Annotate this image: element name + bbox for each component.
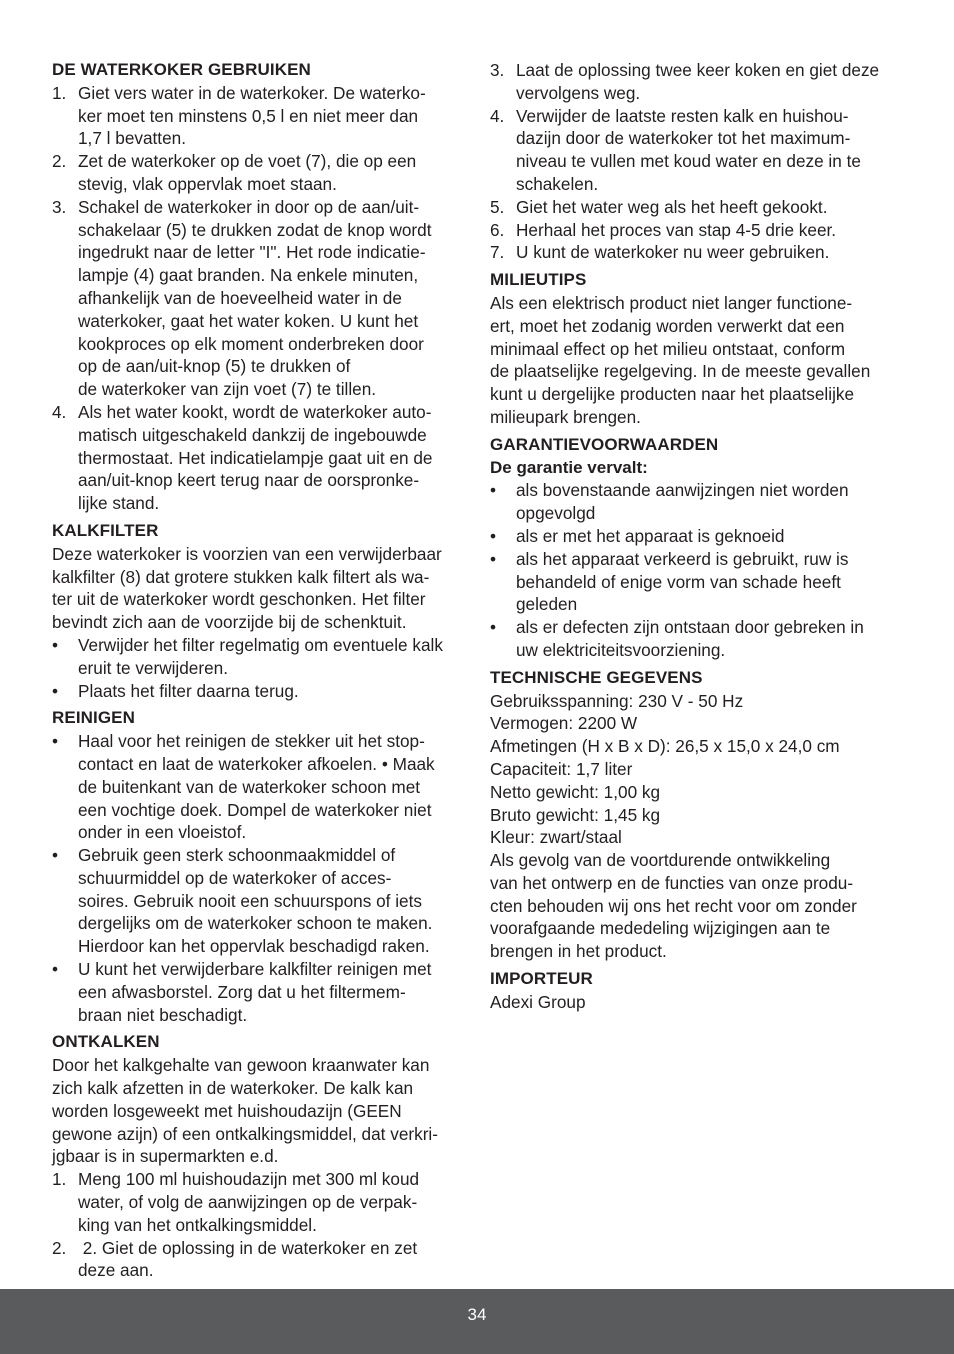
list-item [490, 241, 910, 264]
list-marker: 4. [52, 401, 67, 422]
text-line: Deze waterkoker is voorzien van een verwijderbaar [52, 543, 442, 564]
spec-power: Vermogen: 2200 W [490, 713, 638, 734]
text-line: als het apparaat verkeerd is gebruikt, ruw is [516, 548, 849, 569]
text-line: van het ontwerp en de functies van onze produ- [490, 872, 854, 893]
list-item [52, 680, 470, 703]
text-line: Als gevolg van de voortdurende ontwikkeling [490, 850, 831, 871]
right-column [490, 59, 910, 1019]
page-number: 34 [467, 1305, 487, 1324]
paragraph [52, 1054, 470, 1168]
text-line: een vochtige doek. Dompel de waterkoker niet [78, 799, 432, 820]
section-de-waterkoker-gebruiken [52, 59, 470, 515]
text-line: kunt u dergelijke producten naar het plaatselijke [490, 384, 855, 405]
spec-color: Kleur: zwart/staal [490, 827, 622, 848]
section-importeur [490, 968, 910, 1014]
bullet-marker: • [52, 731, 59, 752]
text-line: U kunt de waterkoker nu weer gebruiken. [516, 242, 830, 263]
list-item [490, 219, 910, 242]
section-heading: KALKFILTER [52, 520, 159, 540]
text-line: Giet het water weg als het heeft gekookt. [516, 196, 828, 217]
section-heading: TECHNISCHE GEGEVENS [490, 667, 703, 687]
bullet-marker: • [52, 634, 59, 655]
text-line: waterkoker, gaat het water koken. U kunt het [78, 310, 419, 331]
list-item [52, 844, 470, 958]
text-line: stevig, vlak oppervlak moet staan. [78, 173, 337, 194]
bullet-marker: • [490, 617, 497, 638]
importer-name: Adexi Group [490, 991, 586, 1012]
text-line: Verwijder het filter regelmatig om eventuele kalk [78, 634, 443, 655]
text-line: U kunt het verwijderbare kalkfilter reinigen met [78, 959, 432, 980]
paragraph [490, 991, 910, 1014]
text-line: contact en laat de waterkoker afkoelen. • Maak [78, 753, 435, 774]
bullet-list [52, 730, 470, 1026]
section-kalkfilter [52, 520, 470, 702]
text-line: ert, moet het zodanig worden verwerkt dat een [490, 315, 845, 336]
bullet-list [490, 479, 910, 661]
text-line: schuurmiddel op de waterkoker of acces- [78, 867, 392, 888]
text-line: dergelijks om de waterkoker schoon te maken. [78, 913, 433, 934]
text-line: matisch uitgeschakeld dankzij de ingebouwde [78, 424, 427, 445]
bullet-marker: • [490, 480, 497, 501]
text-line: 2. Giet de oplossing in de waterkoker en zet [78, 1237, 418, 1258]
text-line: Als een elektrisch product niet langer functione- [490, 292, 853, 313]
numbered-list [490, 59, 910, 264]
section-heading: REINIGEN [52, 708, 135, 728]
text-line: de plaatselijke regelgeving. In de meeste gevallen [490, 361, 871, 382]
text-line: Door het kalkgehalte van gewoon kraanwater kan [52, 1055, 430, 1076]
text-line: ingedrukt naar de letter "I". Het rode indicatie- [78, 242, 426, 263]
text-line: deze aan. [78, 1260, 154, 1281]
list-item [490, 525, 910, 548]
list-marker: 1. [52, 1169, 67, 1190]
text-line: king van het ontkalkingsmiddel. [78, 1214, 317, 1235]
text-line: niveau te vullen met koud water en deze in te [516, 151, 861, 172]
spec-voltage: Gebruiksspanning: 230 V - 50 Hz [490, 690, 744, 711]
text-line: gewone azijn) of een ontkalkingsmiddel, dat verkri- [52, 1123, 438, 1144]
list-marker: 7. [490, 242, 505, 263]
list-marker: 5. [490, 196, 505, 217]
text-line: vervolgens weg. [516, 82, 641, 103]
paragraph [490, 690, 910, 964]
text-line: Meng 100 ml huishoudazijn met 300 ml koud [78, 1169, 420, 1190]
section-heading: GARANTIEVOORWAARDEN [490, 434, 719, 454]
list-item [52, 730, 470, 844]
text-line: ter uit de waterkoker wordt geschonken. Het filter [52, 589, 426, 610]
list-marker: 2. [52, 151, 67, 172]
text-line: Als het water kookt, wordt de waterkoker auto- [78, 401, 432, 422]
bullet-marker: • [490, 525, 497, 546]
spec-capacity: Capaciteit: 1,7 liter [490, 758, 633, 779]
text-line: soires. Gebruik nooit een schuurspons of iets [78, 890, 422, 911]
numbered-list [52, 1168, 470, 1282]
subheading: De garantie vervalt: [490, 457, 648, 477]
text-line: als bovenstaande aanwijzingen niet worden [516, 480, 849, 501]
list-marker: 3. [52, 196, 67, 217]
text-line: 1,7 l bevatten. [78, 128, 186, 149]
list-item [490, 548, 910, 616]
text-line: dazijn door de waterkoker tot het maximum- [516, 128, 851, 149]
list-item [52, 1168, 470, 1236]
text-line: Haal voor het reinigen de stekker uit het stop- [78, 731, 425, 752]
list-item [52, 196, 470, 401]
text-line: kookproces op elk moment onderbreken door [78, 333, 424, 354]
text-line: op de aan/uit-knop (5) te drukken of [78, 356, 351, 377]
text-line: kalkfilter (8) dat grotere stukken kalk filtert als wa- [52, 566, 430, 587]
text-line: Giet vers water in de waterkoker. De waterko- [78, 82, 426, 103]
text-line: minimaal effect op het milieu ontstaat, conform [490, 338, 846, 359]
section-reinigen [52, 707, 470, 1026]
text-line: Herhaal het proces van stap 4-5 drie keer. [516, 219, 837, 240]
section-garantievoorwaarden [490, 434, 910, 662]
list-item [52, 401, 470, 515]
text-line: als er met het apparaat is geknoeid [516, 525, 785, 546]
text-line: lampje (4) gaat branden. Na enkele minuten, [78, 265, 419, 286]
text-line: schakelaar (5) te drukken zodat de knop wordt [78, 219, 432, 240]
section-heading: DE WATERKOKER GEBRUIKEN [52, 60, 311, 79]
numbered-list [52, 82, 470, 515]
list-item [490, 479, 910, 525]
text-line: jgbaar is in supermarkten e.d. [52, 1146, 279, 1167]
paragraph [490, 292, 910, 429]
spec-dimensions: Afmetingen (H x B x D): 26,5 x 15,0 x 24,0 cm [490, 736, 840, 757]
text-line: Schakel de waterkoker in door op de aan/uit- [78, 196, 420, 217]
text-line: opgevolgd [516, 503, 596, 524]
list-item [52, 1237, 470, 1283]
text-line: zich kalk afzetten in de waterkoker. De kalk kan [52, 1078, 414, 1099]
list-item [52, 958, 470, 1026]
section-technische-gegevens [490, 667, 910, 963]
text-line: milieupark brengen. [490, 406, 641, 427]
text-line: Laat de oplossing twee keer koken en giet deze [516, 60, 880, 80]
list-item [490, 196, 910, 219]
bullet-marker: • [52, 680, 59, 701]
section-milieutips [490, 269, 910, 429]
list-item [490, 105, 910, 196]
bullet-marker: • [52, 845, 59, 866]
list-item [52, 150, 470, 196]
text-line: aan/uit-knop keert terug naar de oorspronke- [78, 470, 420, 491]
text-line: afhankelijk van de hoeveelheid water in de [78, 287, 402, 308]
text-line: braan niet beschadigt. [78, 1004, 248, 1025]
text-line: behandeld of enige vorm van schade heeft [516, 571, 841, 592]
list-marker: 3. [490, 60, 505, 80]
bullet-marker: • [490, 548, 497, 569]
list-item [490, 616, 910, 662]
bullet-list [52, 634, 470, 702]
text-line: uw elektriciteitsvoorziening. [516, 639, 726, 660]
text-line: als er defecten zijn ontstaan door gebreken in [516, 617, 864, 638]
section-heading: IMPORTEUR [490, 969, 593, 989]
section-heading: ONTKALKEN [52, 1032, 160, 1052]
text-line: Hierdoor kan het oppervlak beschadigd raken. [78, 936, 430, 957]
section-ontkalken [52, 1031, 470, 1282]
list-marker: 6. [490, 219, 505, 240]
text-line: ker moet ten minstens 0,5 l en niet meer dan [78, 105, 419, 126]
text-line: geleden [516, 594, 578, 615]
text-line: brengen in het product. [490, 941, 667, 962]
text-line: Verwijder de laatste resten kalk en huishou- [516, 105, 849, 126]
list-marker: 4. [490, 105, 505, 126]
bullet-marker: • [52, 959, 59, 980]
text-line: voorafgaande mededeling wijzigingen aan te [490, 918, 831, 939]
spec-gross-weight: Bruto gewicht: 1,45 kg [490, 804, 661, 825]
list-marker: 1. [52, 82, 67, 103]
text-line: schakelen. [516, 173, 599, 194]
paragraph [52, 543, 470, 634]
text-line: Gebruik geen sterk schoonmaakmiddel of [78, 845, 396, 866]
spec-net-weight: Netto gewicht: 1,00 kg [490, 781, 661, 802]
list-item [52, 82, 470, 150]
text-line: water, of volg de aanwijzingen op de verpak- [78, 1192, 418, 1213]
list-item [52, 634, 470, 680]
section-ontkalken-continued [490, 59, 910, 264]
text-line: een afwasborstel. Zorg dat u het filtermem- [78, 981, 406, 1002]
text-line: thermostaat. Het indicatielampje gaat uit en de [78, 447, 433, 468]
list-item [490, 59, 910, 105]
list-marker: 2. [52, 1237, 67, 1258]
text-line: onder in een vloeistof. [78, 822, 247, 843]
text-line: cten behouden wij ons het recht voor om zonder [490, 895, 857, 916]
text-line: bevindt zich aan de voorzijde bij de schenktuit. [52, 612, 407, 633]
section-heading: MILIEUTIPS [490, 270, 587, 290]
text-line: Plaats het filter daarna terug. [78, 680, 299, 701]
text-line: de buitenkant van de waterkoker schoon met [78, 776, 421, 797]
text-line: eruit te verwijderen. [78, 657, 228, 678]
page-footer [0, 1289, 954, 1354]
left-column [52, 59, 470, 1287]
text-line: Zet de waterkoker op de voet (7), die op een [78, 151, 417, 172]
text-line: de waterkoker van zijn voet (7) te tillen. [78, 379, 377, 400]
text-line: lijke stand. [78, 493, 160, 514]
text-line: worden losgeweekt met huishoudazijn (GEEN [52, 1100, 402, 1121]
